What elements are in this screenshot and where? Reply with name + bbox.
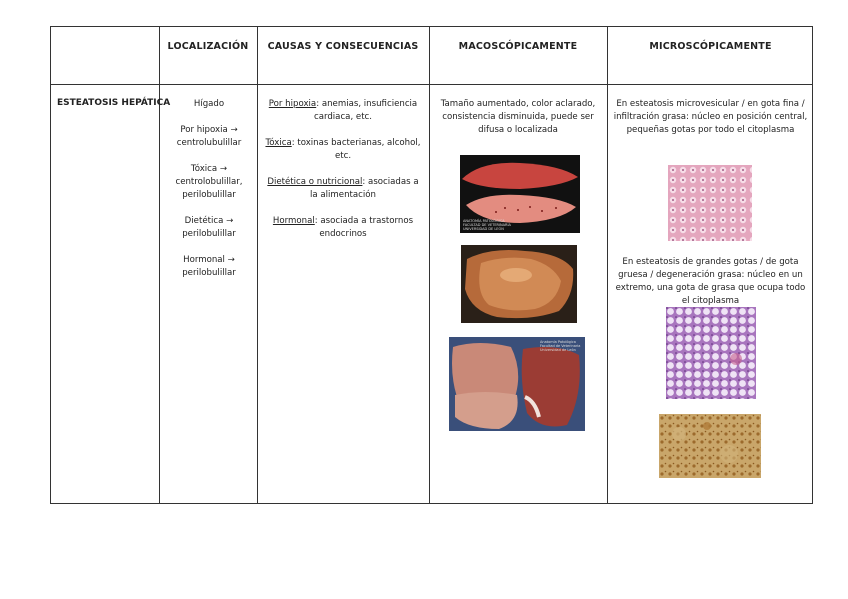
micro-description-2: En esteatosis de grandes gotas / de gota gruesa / degeneración grasa: núcleo en un extremo, una gota de grasa que ocupa todo el citoplasma — [615, 257, 806, 306]
microvesicular-histology-image — [668, 165, 752, 241]
localizacion-item: Hígado — [193, 99, 225, 109]
macrovesicular-histology-image — [666, 307, 756, 399]
row-label: ESTEATOSIS HEPÁTICA — [57, 98, 171, 108]
liver-comparison-photo — [449, 337, 585, 431]
oil-red-stain-image — [659, 414, 761, 478]
column-divider — [257, 27, 258, 503]
fatty-liver-image — [461, 245, 577, 323]
causa-item — [263, 176, 423, 202]
photo-caption: ANATOMÍA PATOLÓGICA FACULTAD DE VETERINARIA UNIVERSIDAD DE LEÓN — [463, 219, 511, 231]
header-causas: CAUSAS Y CONSECUENCIAS — [267, 41, 419, 52]
header-divider — [51, 84, 812, 85]
fatty-liver-photo — [461, 245, 577, 323]
causa-item — [263, 98, 423, 124]
column-divider — [429, 27, 430, 503]
header-microscopicamente: MICROSCÓPICAMENTE — [649, 41, 772, 52]
localizacion-item: Dietética → perilobulillar — [182, 216, 236, 239]
microvesicular-histology-photo — [668, 165, 752, 241]
comparison-table — [50, 26, 813, 504]
causa-item — [263, 137, 423, 163]
photo-caption: Anatomía Patológica Facultad de Veterinaria Universidad de León — [540, 340, 581, 352]
localizacion-item: Tóxica → centrolobulillar, perilobulillar — [175, 164, 243, 200]
oil-red-stain-photo — [659, 414, 761, 478]
causa-text: : toxinas bacterianas, alcohol, etc. — [291, 138, 421, 161]
macro-description: Tamaño aumentado, color aclarado, consistencia disminuida, puede ser difusa o localizada — [440, 99, 596, 135]
causa-text: : asociada a trastornos endocrinos — [314, 216, 414, 239]
causa-term: Por hipoxia — [268, 99, 317, 109]
causa-item — [263, 215, 423, 241]
header-localizacion: LOCALIZACIÓN — [167, 41, 249, 52]
column-divider — [607, 27, 608, 503]
localizacion-item: Hormonal → perilobulillar — [182, 255, 236, 278]
causa-term: Tóxica — [265, 138, 292, 148]
causa-text: : anemias, insuficiencia cardiaca, etc. — [313, 99, 418, 122]
causas-cell — [263, 98, 423, 254]
header-macroscopicamente: MACOSCÓPICAMENTE — [458, 41, 578, 52]
causa-term: Dietética o nutricional — [267, 177, 363, 187]
micro-description-1: En esteatosis microvesicular / en gota fina / infiltración grasa: núcleo en posición central, pequeñas gotas por todo el citoplasma — [613, 99, 808, 135]
causa-term: Hormonal — [272, 216, 315, 226]
localizacion-item: Por hipoxia → centrolubulillar — [176, 125, 242, 148]
localizacion-cell — [165, 98, 253, 293]
macrovesicular-histology-photo — [666, 307, 756, 399]
liver-section-photo — [460, 155, 580, 233]
causa-text: : asociadas a la alimentación — [310, 177, 419, 200]
